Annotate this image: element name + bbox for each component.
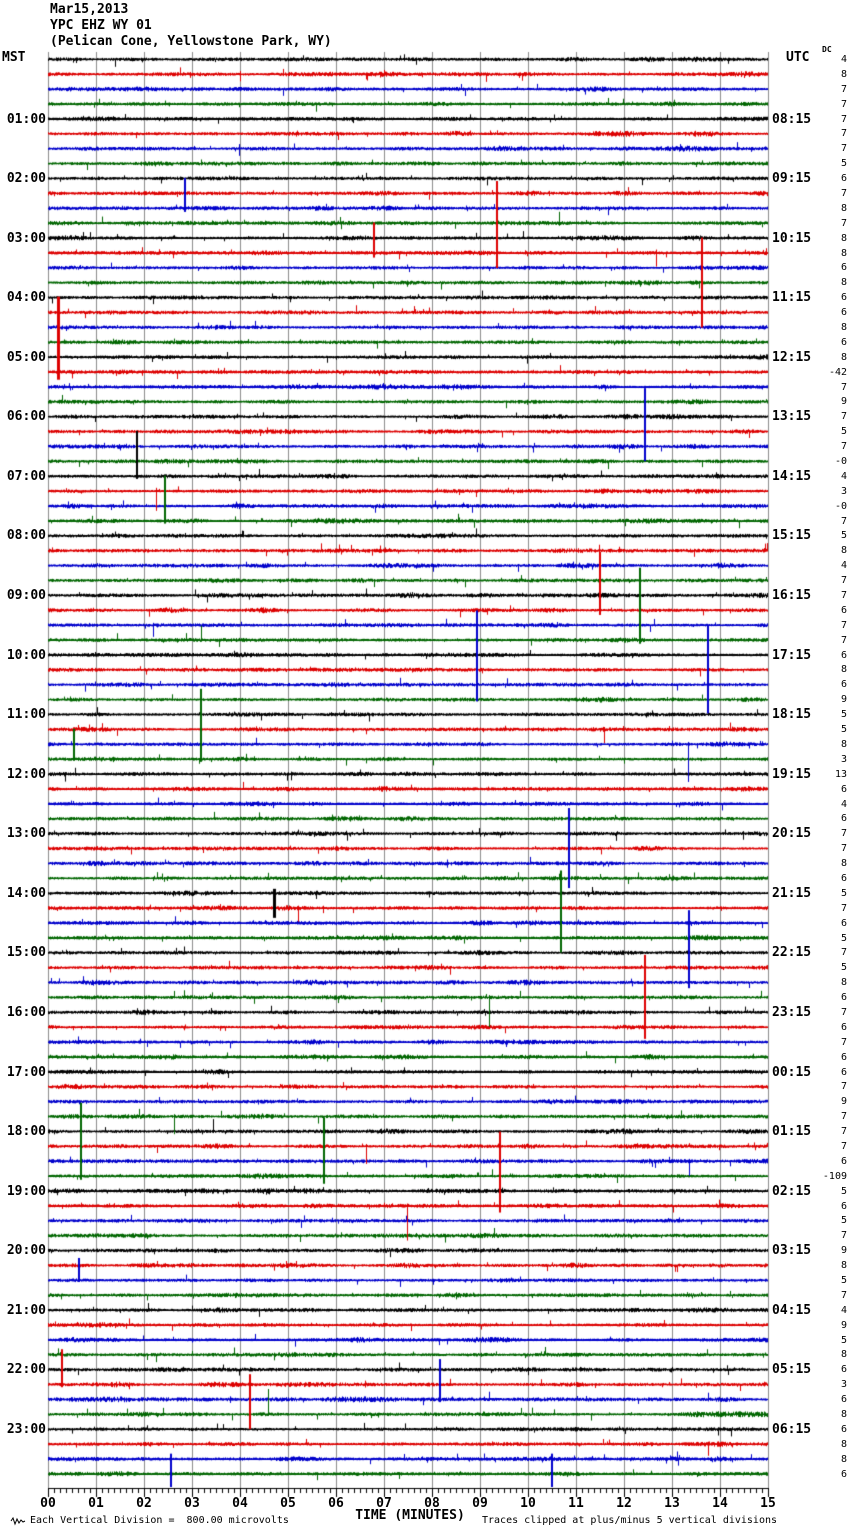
hour-label-mst: 22:00 <box>6 1362 46 1378</box>
x-axis-title: TIME (MINUTES) <box>355 1508 465 1523</box>
dc-column-header: DC <box>822 45 832 54</box>
dc-value: 5 <box>840 724 847 736</box>
x-tick-label: 02 <box>136 1496 152 1511</box>
dc-value: 5 <box>840 709 847 721</box>
dc-value: 6 <box>840 872 847 884</box>
hour-label-mst: 20:00 <box>6 1243 46 1259</box>
hour-label-utc: 12:15 <box>772 349 812 365</box>
dc-value: 7 <box>840 411 847 423</box>
dc-value: 6 <box>840 292 847 304</box>
hour-label-mst: 10:00 <box>6 647 46 663</box>
dc-value: 9 <box>840 396 847 408</box>
hour-label-utc: 03:15 <box>772 1243 812 1259</box>
dc-value: 4 <box>840 1304 847 1316</box>
hour-label-utc: 16:15 <box>772 588 812 604</box>
dc-value: 6 <box>840 1051 847 1063</box>
dc-value: 6 <box>840 336 847 348</box>
dc-value: 5 <box>840 530 847 542</box>
hour-label-utc: 20:15 <box>772 826 812 842</box>
dc-value: 8 <box>840 232 847 244</box>
dc-value: 7 <box>840 188 847 199</box>
hour-label-utc: 15:15 <box>772 528 812 544</box>
hour-label-utc: 00:15 <box>772 1064 812 1080</box>
dc-value: 8 <box>840 1260 847 1272</box>
hour-label-mst: 21:00 <box>6 1302 46 1318</box>
dc-value: 4 <box>840 560 847 572</box>
dc-value: 5 <box>840 158 847 170</box>
x-tick-label: 05 <box>280 1496 296 1511</box>
hour-label-utc: 22:15 <box>772 945 812 961</box>
dc-value: 4 <box>840 54 847 65</box>
dc-value: 3 <box>840 753 847 765</box>
dc-value: 8 <box>840 545 847 557</box>
x-tick-label: 13 <box>664 1496 680 1511</box>
dc-value: 7 <box>840 1140 847 1152</box>
dc-value: 6 <box>840 1200 847 1212</box>
dc-value: 3 <box>840 1379 847 1391</box>
dc-value: 6 <box>840 604 847 616</box>
dc-value: 6 <box>840 1364 847 1376</box>
dc-value: 7 <box>840 143 847 155</box>
dc-value: 7 <box>840 98 847 110</box>
title-date: Mar15,2013 <box>50 2 129 17</box>
hour-label-utc: 08:15 <box>772 111 812 127</box>
hour-label-mst: 02:00 <box>6 171 46 187</box>
hour-label-mst: 09:00 <box>6 588 46 604</box>
dc-value: 7 <box>840 575 847 587</box>
dc-value: 9 <box>840 1245 847 1257</box>
hour-label-utc: 14:15 <box>772 468 812 484</box>
dc-value: 7 <box>840 217 847 229</box>
dc-value: 7 <box>840 113 847 125</box>
dc-value: 6 <box>840 1468 847 1480</box>
dc-value: 6 <box>840 649 847 661</box>
hour-label-mst: 16:00 <box>6 1004 46 1020</box>
hour-label-mst: 23:00 <box>6 1421 46 1437</box>
x-tick-label: 08 <box>424 1496 440 1511</box>
dc-value: -42 <box>828 366 847 378</box>
dc-value: -109 <box>822 1170 847 1182</box>
hour-label-utc: 05:15 <box>772 1362 812 1378</box>
x-tick-label: 12 <box>616 1496 632 1511</box>
dc-value: -0 <box>834 456 847 468</box>
dc-value: 8 <box>840 1408 847 1420</box>
dc-value: 6 <box>840 679 847 691</box>
dc-value: 7 <box>840 634 847 646</box>
footer-scale-note: Each Vertical Division = 800.00 microvolts <box>30 1515 289 1526</box>
footer-clip-note: Traces clipped at plus/minus 5 vertical divisions <box>482 1515 778 1526</box>
dc-value: 5 <box>840 1334 847 1346</box>
dc-value: 7 <box>840 83 847 95</box>
dc-value: 9 <box>840 1319 847 1331</box>
hour-label-utc: 13:15 <box>772 409 812 425</box>
hour-label-utc: 11:15 <box>772 290 812 306</box>
hour-label-utc: 10:15 <box>772 230 812 246</box>
dc-value: 6 <box>840 1423 847 1435</box>
hour-label-mst: 17:00 <box>6 1064 46 1080</box>
dc-value: 7 <box>840 441 847 453</box>
dc-value: 7 <box>840 619 847 631</box>
dc-value: 6 <box>840 1155 847 1167</box>
hour-label-mst: 04:00 <box>6 290 46 306</box>
dc-value: 7 <box>840 590 847 602</box>
hour-label-mst: 06:00 <box>6 409 46 425</box>
dc-value: 7 <box>840 1111 847 1123</box>
x-tick-label: 11 <box>568 1496 584 1511</box>
dc-value: 8 <box>840 351 847 363</box>
hour-label-mst: 05:00 <box>6 349 46 365</box>
dc-value: 6 <box>840 783 847 795</box>
dc-value: 6 <box>840 173 847 185</box>
dc-value: 7 <box>840 902 847 914</box>
x-tick-label: 07 <box>376 1496 392 1511</box>
dc-value: 7 <box>840 1081 847 1093</box>
dc-value: 6 <box>840 1021 847 1033</box>
dc-value: 8 <box>840 322 847 334</box>
dc-value: 7 <box>840 1230 847 1242</box>
hour-label-utc: 21:15 <box>772 885 812 901</box>
dc-value: 5 <box>840 887 847 899</box>
dc-value: 7 <box>840 1006 847 1018</box>
dc-value: 8 <box>840 68 847 80</box>
hour-label-utc: 17:15 <box>772 647 812 663</box>
dc-value: 5 <box>840 1185 847 1197</box>
dc-value: 7 <box>840 843 847 855</box>
dc-value: 7 <box>840 1126 847 1138</box>
hour-label-utc: 19:15 <box>772 766 812 782</box>
x-tick-label: 00 <box>40 1496 56 1511</box>
hour-label-mst: 14:00 <box>6 885 46 901</box>
hour-label-mst: 01:00 <box>6 111 46 127</box>
x-tick-label: 10 <box>520 1496 536 1511</box>
x-tick-label: 14 <box>712 1496 728 1511</box>
dc-value: 7 <box>840 515 847 527</box>
hour-label-mst: 07:00 <box>6 468 46 484</box>
hour-label-utc: 01:15 <box>772 1124 812 1140</box>
x-tick-label: 04 <box>232 1496 248 1511</box>
hour-label-mst: 15:00 <box>6 945 46 961</box>
dc-value: 5 <box>840 1215 847 1227</box>
x-tick-label: 03 <box>184 1496 200 1511</box>
dc-value: 6 <box>840 262 847 274</box>
dc-value: 4 <box>840 798 847 810</box>
dc-value: 8 <box>840 1349 847 1361</box>
x-tick-label: 09 <box>472 1496 488 1511</box>
dc-value: 4 <box>840 470 847 482</box>
hour-label-utc: 06:15 <box>772 1421 812 1437</box>
dc-value: 9 <box>840 1096 847 1108</box>
dc-value: 13 <box>834 768 847 780</box>
dc-value: 6 <box>840 992 847 1004</box>
dc-value: 5 <box>840 932 847 944</box>
dc-value: 6 <box>840 917 847 929</box>
dc-value: 6 <box>840 813 847 825</box>
dc-value: -0 <box>834 500 847 512</box>
dc-value: 8 <box>840 1453 847 1465</box>
hour-label-mst: 03:00 <box>6 230 46 246</box>
left-timezone-label: MST <box>2 50 26 65</box>
hour-label-mst: 19:00 <box>6 1183 46 1199</box>
hour-label-mst: 12:00 <box>6 766 46 782</box>
hour-label-utc: 09:15 <box>772 171 812 187</box>
dc-value: 7 <box>840 1289 847 1301</box>
hour-label-mst: 08:00 <box>6 528 46 544</box>
title-station: YPC EHZ WY 01 <box>50 18 152 33</box>
dc-value: 8 <box>840 738 847 750</box>
x-tick-label: 06 <box>328 1496 344 1511</box>
dc-value: 8 <box>840 858 847 870</box>
x-tick-label: 01 <box>88 1496 104 1511</box>
dc-value: 6 <box>840 1066 847 1078</box>
hour-label-utc: 02:15 <box>772 1183 812 1199</box>
dc-value: 7 <box>840 947 847 959</box>
hour-label-utc: 18:15 <box>772 707 812 723</box>
dc-value: 7 <box>840 1036 847 1048</box>
hour-label-mst: 13:00 <box>6 826 46 842</box>
dc-value: 8 <box>840 977 847 989</box>
dc-value: 6 <box>840 307 847 319</box>
right-timezone-label: UTC <box>786 50 810 65</box>
dc-value: 7 <box>840 128 847 140</box>
dc-value: 8 <box>840 277 847 289</box>
title-location: (Pelican Cone, Yellowstone Park, WY) <box>50 34 332 49</box>
dc-value: 6 <box>840 1394 847 1406</box>
hour-label-utc: 23:15 <box>772 1004 812 1020</box>
x-tick-label: 15 <box>760 1496 776 1511</box>
hour-label-utc: 04:15 <box>772 1302 812 1318</box>
dc-value: 7 <box>840 828 847 840</box>
dc-value: 8 <box>840 202 847 214</box>
dc-value: 5 <box>840 426 847 438</box>
dc-value: 8 <box>840 247 847 259</box>
dc-value: 5 <box>840 1274 847 1286</box>
squiggle-icon <box>10 1516 26 1526</box>
dc-value: 7 <box>840 381 847 393</box>
hour-label-mst: 18:00 <box>6 1124 46 1140</box>
dc-value: 9 <box>840 694 847 706</box>
dc-value: 5 <box>840 962 847 974</box>
dc-value: 8 <box>840 1438 847 1450</box>
dc-value: 3 <box>840 485 847 497</box>
hour-label-mst: 11:00 <box>6 707 46 723</box>
dc-value: 8 <box>840 664 847 676</box>
